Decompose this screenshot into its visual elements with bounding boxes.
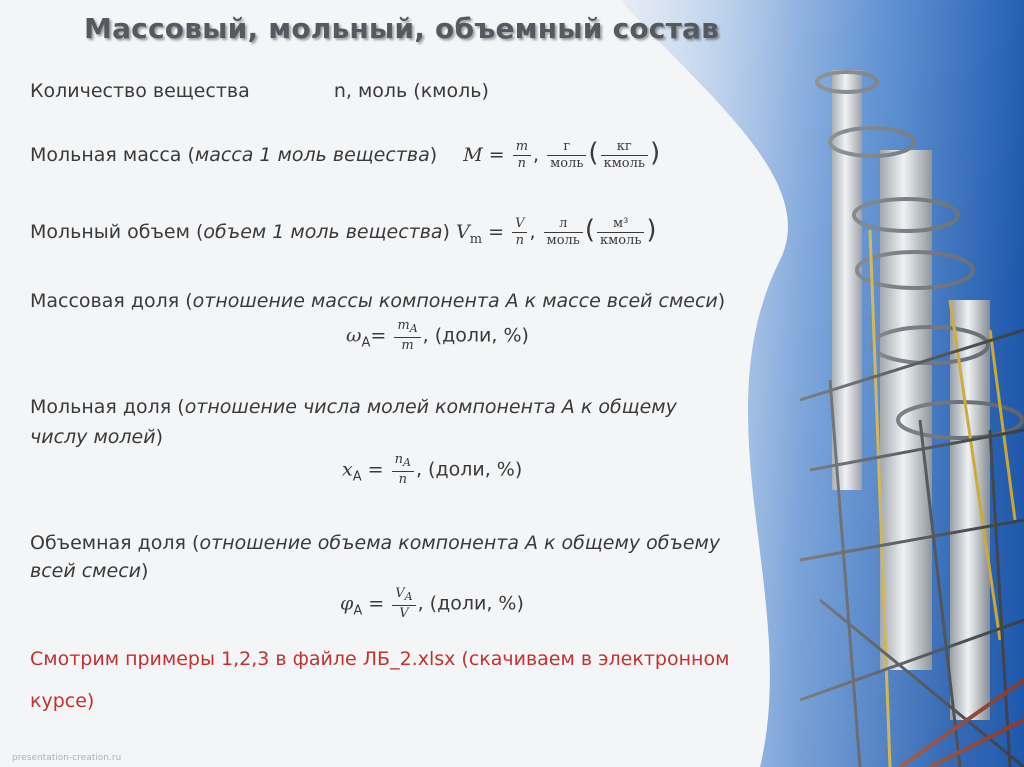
molar-volume-symbol: $V_m$ xyxy=(456,221,483,247)
mole-fraction-row-cont: числу молей) xyxy=(30,426,164,448)
molar-volume-unit: $\frac{л}{\text{моль}}$ xyxy=(544,216,583,249)
molar-mass-fraction: $\frac{m}{n}$ xyxy=(513,139,531,172)
volume-fraction-row-cont: всей смеси) xyxy=(30,560,149,582)
amount-value: n, моль (кмоль) xyxy=(333,80,489,102)
molar-mass-row: Мольная масса (масса 1 моль вещества) M = $\frac{m}{n}$ , $\frac{г}{\text{моль}}$ ( $\frac{кг}{\text{кмоль}}$ ) xyxy=(30,138,661,171)
molar-volume-row: Мольный объем (объем 1 моль вещества) $V_m$ = $\frac{V}{n}$ , $\frac{л}{\text{моль}}$ ( $\frac{\text{м³}}{\text{кмоль}}$ ) xyxy=(30,215,657,248)
volume-fraction-row: Объемная доля (отношение объема компонента А к общему объему xyxy=(30,532,721,554)
footer-watermark: presentation-creation.ru xyxy=(12,753,122,763)
page-title: Массовый, мольный, объемный состав xyxy=(84,12,720,45)
mass-fraction-formula: $\omega_A=$ $\frac{m_A}{m}$ , (доли, %) xyxy=(346,318,529,353)
mole-fraction-formula: $x_A$ = $\frac{n_A}{n}$ , (доли, %) xyxy=(342,452,523,487)
molar-mass-symbol: M = xyxy=(463,144,505,166)
examples-note-line2: курсе) xyxy=(30,690,95,712)
examples-note-line1: Смотрим примеры 1,2,3 в файле ЛБ_2.xlsx (скачиваем в электронном xyxy=(30,648,730,670)
molar-mass-unit: $\frac{г}{\text{моль}}$ xyxy=(547,139,586,172)
molar-volume-fraction: $\frac{V}{n}$ xyxy=(512,216,527,249)
molar-volume-unit-alt: $\frac{\text{м³}}{\text{кмоль}}$ xyxy=(597,216,644,249)
volume-fraction-formula: $\varphi_A$ = $\frac{V_A}{V}$ , (доли, %) xyxy=(340,586,524,621)
molar-mass-unit-alt: $\frac{кг}{\text{кмоль}}$ xyxy=(601,139,648,172)
amount-label: Количество вещества xyxy=(30,80,250,102)
amount-of-substance-row xyxy=(30,80,489,102)
mole-fraction-row: Мольная доля (отношение числа молей компонента А к общему xyxy=(30,396,677,418)
mass-fraction-row: Массовая доля (отношение массы компонента А к массе всей смеси) xyxy=(30,290,726,312)
